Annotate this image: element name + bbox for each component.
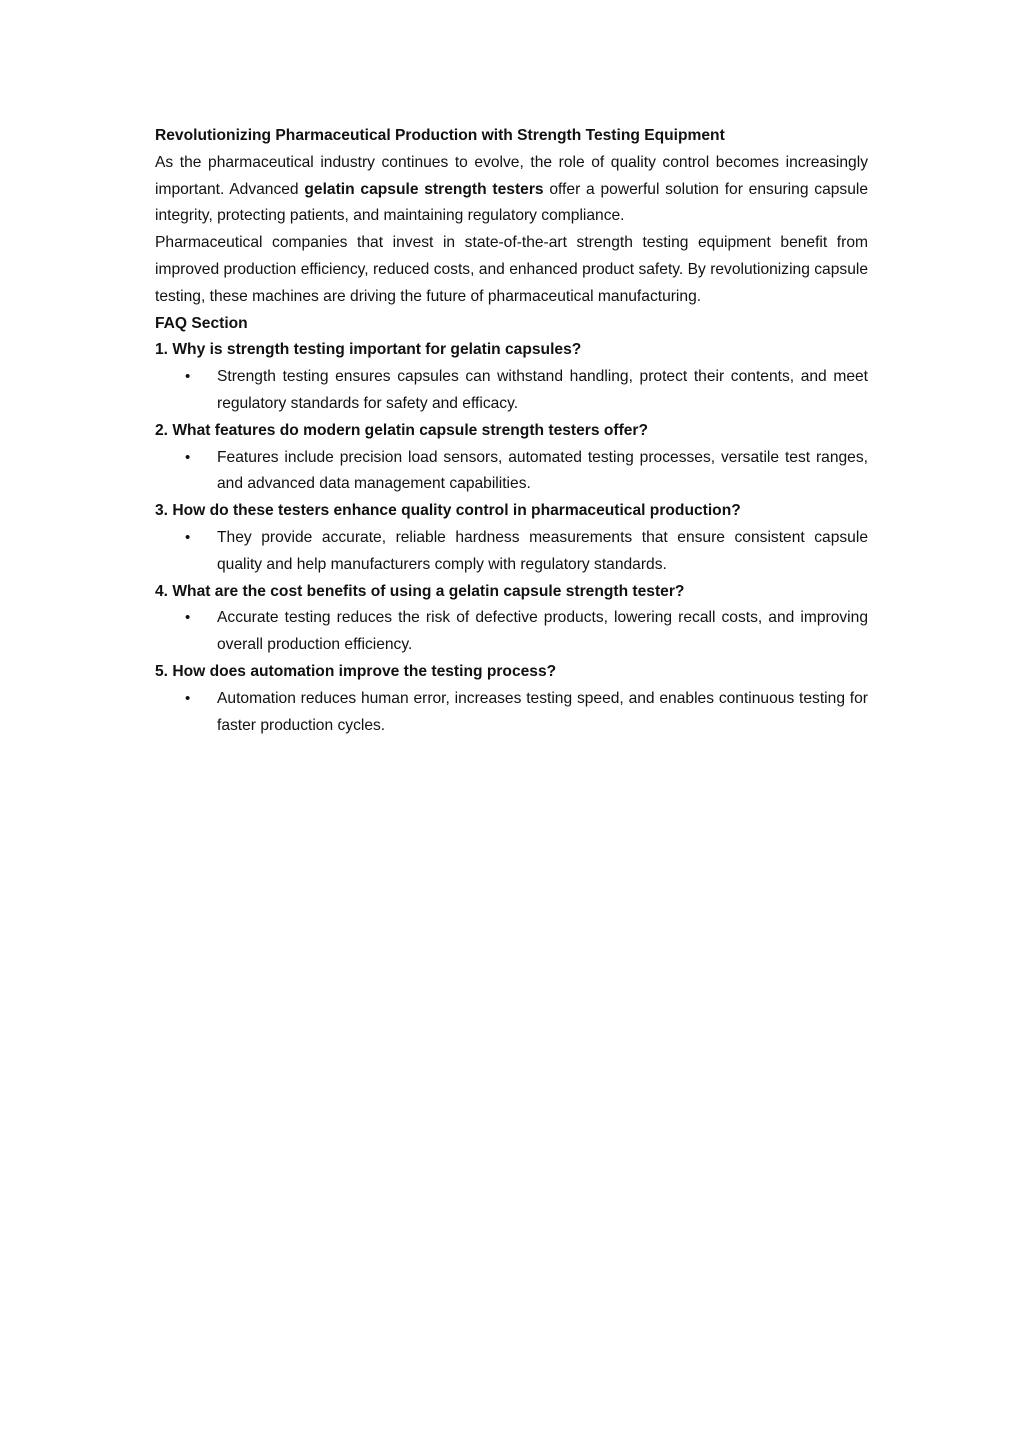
faq-answer-5: [155, 686, 868, 740]
faq-answer-list-5: [155, 686, 868, 740]
bullet-icon: •: [185, 528, 191, 546]
bullet-icon: •: [185, 368, 191, 386]
faq-answer-text-3: They provide accurate, reliable hardness measurements that ensure consistent capsule quality and help manufacturers comply with regulatory standards.: [217, 528, 868, 573]
document-title: Revolutionizing Pharmaceutical Production with Strength Testing Equipment: [155, 127, 725, 144]
faq-answer-text-1: Strength testing ensures capsules can withstand handling, protect their contents, and meet regulatory standards for safety and efficacy.: [217, 368, 868, 412]
faq-answer-4: [155, 605, 868, 659]
faq-answer-list-1: [155, 364, 868, 418]
faq-answer-text-2: Features include precision load sensors, automated testing processes, versatile test ranges, and advanced data management capabilities.: [217, 448, 868, 493]
intro-text-end: offer a powerful solution for ensuring capsule integrity, protecting patients, and maintaining regulatory compliance.: [155, 180, 869, 225]
intro-bold-phrase: gelatin capsule strength testers: [304, 180, 544, 198]
faq-question-2: 2. What features do modern gelatin capsule strength testers offer?: [155, 421, 649, 439]
intro-text-start: As the pharmaceutical industry continues to evolve, the role of quality control becomes increasingly important. Advanced: [155, 153, 868, 198]
faq-answer-list-2: [155, 445, 868, 499]
bullet-icon: •: [185, 448, 191, 466]
faq-answer-text-5: Automation reduces human error, increases testing speed, and enables continuous testing for faster production cycles.: [217, 689, 868, 734]
faq-answer-1: [155, 364, 868, 418]
document-page: [155, 123, 868, 739]
faq-answer-list-4: [155, 605, 868, 659]
faq-question-5: 5. How does automation improve the testing process?: [155, 662, 557, 680]
bullet-icon: •: [185, 689, 191, 707]
bullet-icon: •: [185, 609, 191, 627]
faq-answer-list-3: [155, 525, 868, 579]
faq-answer-3: [155, 525, 868, 579]
faq-question-4: 4. What are the cost benefits of using a gelatin capsule strength tester?: [155, 582, 685, 600]
faq-question-3: 3. How do these testers enhance quality control in pharmaceutical production?: [155, 502, 741, 520]
faq-question-1: 1. Why is strength testing important for gelatin capsules?: [155, 341, 582, 359]
faq-section-title: FAQ Section: [155, 314, 248, 332]
second-paragraph: Pharmaceutical companies that invest in state-of-the-art strength testing equipment benefit from improved production efficiency, reduced costs, and enhanced product safety. By revolutionizing capsule testing, these machines are driving the future of pharmaceutical manufacturing.: [155, 234, 868, 305]
faq-answer-text-4: Accurate testing reduces the risk of defective products, lowering recall costs, and improving overall production efficiency.: [217, 609, 868, 654]
intro-paragraph: [155, 150, 868, 230]
faq-answer-2: [155, 445, 868, 499]
